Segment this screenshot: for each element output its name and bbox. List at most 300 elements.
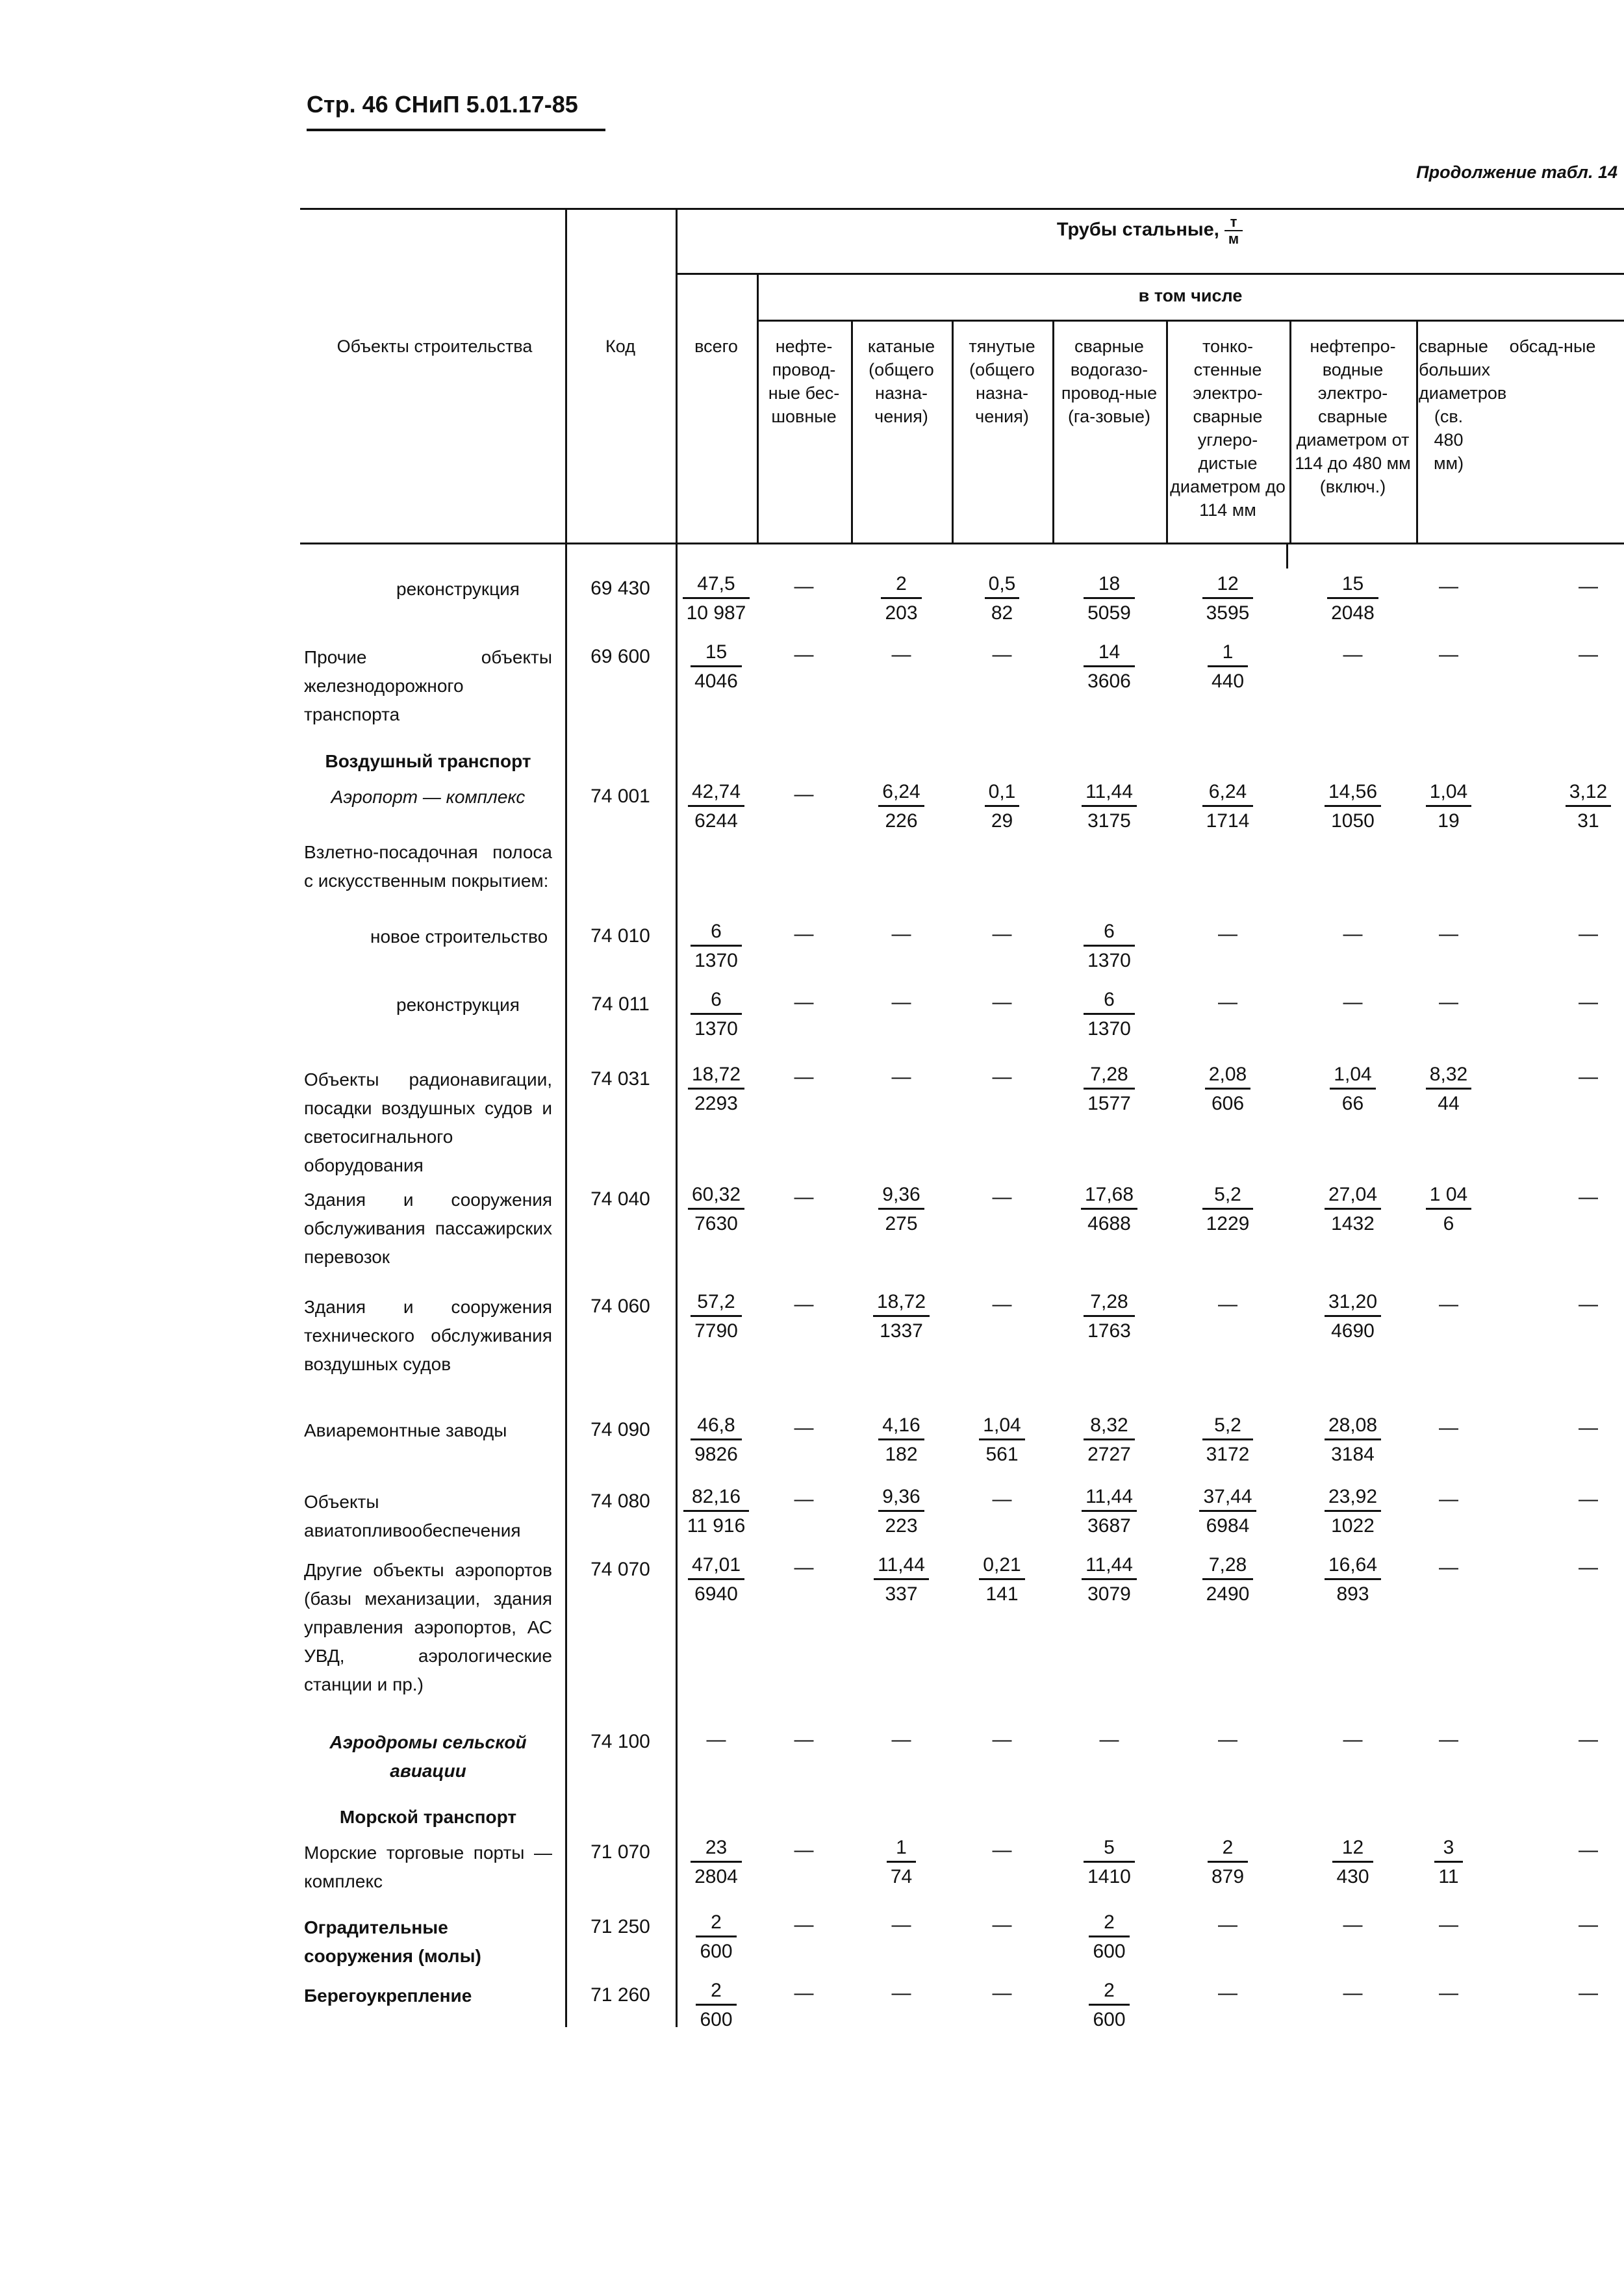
fraction-numerator: 2: [1208, 1835, 1248, 1863]
fraction-numerator: 6: [1084, 919, 1135, 947]
cell-fraction: [1325, 1484, 1381, 1540]
fraction-denominator: 600: [1093, 2009, 1126, 2030]
col-header-subcol: тонко-стенные электро-сварные углеро-дистые диаметром до 114 мм: [1170, 337, 1286, 520]
fraction-numerator: 14: [1084, 639, 1135, 667]
table-cell: [944, 987, 1061, 1018]
fraction-denominator: 223: [885, 1515, 918, 1537]
table-cell: [1530, 779, 1624, 836]
empty-cell-dash: —: [1439, 1417, 1458, 1438]
table-cell: [843, 571, 960, 628]
table-cell: [944, 919, 1061, 950]
group-header-steel-pipes: [676, 214, 1624, 247]
empty-cell-dash: —: [1099, 1729, 1119, 1750]
page-header: Стр. 46 СНиП 5.01.17-85: [307, 91, 578, 118]
empty-cell-dash: —: [794, 1557, 814, 1578]
cell-fraction: [1082, 1484, 1137, 1540]
row-label: реконструкция: [396, 579, 520, 599]
fraction-denominator: 3175: [1087, 810, 1131, 832]
fraction-numerator: 47,01: [688, 1552, 744, 1580]
fraction-numerator: 37,44: [1199, 1484, 1256, 1512]
fraction-denominator: 141: [985, 1583, 1019, 1605]
cell-fraction: [691, 919, 742, 975]
empty-cell-dash: —: [1579, 1729, 1598, 1750]
fraction-denominator: 600: [700, 2009, 733, 2030]
table-cell: [1051, 1412, 1168, 1469]
empty-cell-dash: —: [1579, 1066, 1598, 1088]
fraction-numerator: 7,28: [1202, 1552, 1254, 1580]
fraction-numerator: 9,36: [878, 1484, 924, 1512]
cell-fraction: [691, 987, 742, 1043]
col-header-subcol: катаные (общего назна-чения): [867, 337, 935, 426]
table-cell: [843, 779, 960, 836]
cell-fraction: [1082, 1552, 1137, 1609]
cell-fraction: [1426, 779, 1471, 836]
table-cell: [843, 987, 960, 1018]
cell-fraction: [1084, 1062, 1135, 1118]
row-code: 74 080: [590, 1490, 650, 1512]
row-label: Прочие объекты железнодорожного транспорта: [304, 647, 552, 724]
row-code: 74 010: [590, 925, 650, 947]
table-cell: [944, 639, 1061, 671]
col-header-subcol: сварные водогазо-провод-ные (га-зовые): [1061, 337, 1158, 426]
table-cell: [1390, 1835, 1507, 1891]
fraction-denominator: 4690: [1331, 1320, 1375, 1342]
fraction-numerator: 0,21: [979, 1552, 1024, 1580]
fraction-numerator: 18,72: [688, 1062, 744, 1090]
table-cell: [944, 1910, 1061, 1941]
fraction-denominator: 1370: [694, 950, 738, 971]
fraction-numerator: 18: [1084, 571, 1135, 599]
col-header-subcol: тянутые (общего назна-чения): [969, 337, 1035, 426]
fraction-denominator: 226: [885, 810, 918, 832]
cell-fraction: [691, 639, 742, 696]
empty-cell-dash: —: [1579, 923, 1598, 945]
table-cell: [1051, 1910, 1168, 1966]
fraction-numerator: 12: [1202, 571, 1254, 599]
row-label: новое строительство: [370, 926, 548, 947]
fraction-numerator: 11,44: [1082, 779, 1137, 807]
empty-cell-dash: —: [794, 1982, 814, 2004]
empty-cell-dash: —: [794, 576, 814, 597]
cell-fraction: [1208, 639, 1248, 696]
fraction-denominator: 1370: [1087, 950, 1131, 971]
fraction-numerator: 1: [887, 1835, 916, 1863]
col-header-code: Код: [605, 337, 635, 356]
empty-cell-dash: —: [1579, 1914, 1598, 1936]
empty-cell-dash: —: [891, 644, 911, 665]
table-cell: [843, 1412, 960, 1469]
cell-fraction: [691, 1835, 742, 1891]
fraction-denominator: 10 987: [686, 602, 746, 624]
table-cell: [1169, 987, 1286, 1018]
fraction-numerator: 31,20: [1325, 1289, 1381, 1317]
table-cell: [1169, 1484, 1286, 1540]
table-cell: [843, 1910, 960, 1941]
table-cell: [843, 1289, 960, 1346]
row-code: 71 260: [590, 1984, 650, 2006]
row-label: Аэродромы сельской авиации: [329, 1732, 527, 1781]
cell-fraction: [1199, 1484, 1256, 1540]
empty-cell-dash: —: [1218, 1914, 1237, 1936]
empty-cell-dash: —: [1579, 1839, 1598, 1861]
fraction-numerator: 15: [691, 639, 742, 667]
empty-cell-dash: —: [1439, 576, 1458, 597]
vrule-subcol: [1166, 320, 1168, 543]
row-label: Аэропорт — комплекс: [331, 787, 526, 807]
table-cell: [1390, 1484, 1507, 1515]
group-header-title: Трубы стальные,: [1056, 219, 1224, 240]
cell-fraction: [1084, 639, 1135, 696]
fraction-denominator: 1050: [1331, 810, 1375, 832]
empty-cell-dash: —: [794, 1417, 814, 1438]
empty-cell-dash: —: [992, 1294, 1012, 1315]
fraction-numerator: 4,16: [878, 1412, 924, 1440]
cell-fraction: [1084, 1412, 1135, 1469]
empty-cell-dash: —: [1439, 991, 1458, 1013]
empty-cell-dash: —: [794, 1294, 814, 1315]
cell-fraction: [1084, 919, 1135, 975]
empty-cell-dash: —: [1439, 1729, 1458, 1750]
empty-cell-dash: —: [1439, 644, 1458, 665]
table-cell: [1390, 1412, 1507, 1444]
row-label: Морской транспорт: [339, 1807, 517, 1827]
empty-cell-dash: —: [794, 1729, 814, 1750]
empty-cell-dash: —: [1218, 1294, 1237, 1315]
empty-cell-dash: —: [794, 644, 814, 665]
fraction-denominator: 11: [1438, 1866, 1459, 1887]
fraction-denominator: 1229: [1206, 1213, 1250, 1234]
fraction-numerator: 6: [691, 987, 742, 1015]
fraction-denominator: 1410: [1087, 1866, 1131, 1887]
fraction-numerator: 5,2: [1202, 1182, 1254, 1210]
fraction-numerator: 5,2: [1202, 1412, 1254, 1440]
fraction-denominator: 6940: [694, 1583, 738, 1605]
fraction-numerator: 12: [1332, 1835, 1373, 1863]
cell-fraction: [696, 1910, 736, 1966]
empty-cell-dash: —: [1218, 1729, 1237, 1750]
table-cell: [1390, 1182, 1507, 1238]
row-code: 74 011: [591, 993, 650, 1015]
fraction-numerator: 9,36: [878, 1182, 924, 1210]
fraction-numerator: 11,44: [1082, 1552, 1137, 1580]
table-cell: [1530, 1724, 1624, 1756]
col-header-subcol: обсад-ные: [1509, 337, 1596, 356]
table-cell: [843, 1062, 960, 1093]
fraction-numerator: 5: [1084, 1835, 1135, 1863]
vrule-subcol: [1416, 320, 1418, 543]
table-cell: [1530, 919, 1624, 950]
empty-cell-dash: —: [1579, 991, 1598, 1013]
table-cell: [1530, 1412, 1624, 1444]
table-cell: [843, 1552, 960, 1609]
fraction-denominator: 29: [991, 810, 1013, 832]
fraction-denominator: 11 916: [687, 1515, 746, 1537]
fraction-denominator: 1370: [694, 1018, 738, 1040]
empty-cell-dash: —: [794, 1488, 814, 1510]
fraction-denominator: 7790: [694, 1320, 738, 1342]
table-cell: [1169, 1552, 1286, 1609]
empty-cell-dash: —: [992, 1729, 1012, 1750]
row-label: Здания и сооружения обслуживания пассажирских перевозок: [304, 1190, 552, 1267]
cell-fraction: [1084, 1289, 1135, 1346]
header-bottom-rule: [300, 543, 1624, 544]
empty-cell-dash: —: [1579, 1982, 1598, 2004]
cell-fraction: [1084, 987, 1135, 1043]
fraction-denominator: 3595: [1206, 602, 1250, 624]
cell-fraction: [691, 1289, 742, 1346]
empty-cell-dash: —: [1439, 1557, 1458, 1578]
fraction-denominator: 1714: [1206, 810, 1250, 832]
fraction-denominator: 9826: [694, 1444, 738, 1465]
row-label: Берегоукрепление: [304, 1986, 472, 2006]
fraction-denominator: 4046: [694, 671, 738, 692]
fraction-numerator: 7,28: [1084, 1289, 1135, 1317]
col-header-subcol: нефтепро-водные электро-сварные диаметром от 114 до 480 мм (включ.): [1295, 337, 1411, 496]
cell-fraction: [1082, 779, 1137, 836]
row-label: Здания и сооружения технического обслуживания воздушных судов: [304, 1297, 552, 1374]
fraction-denominator: 182: [885, 1444, 918, 1465]
cell-fraction: [1202, 1412, 1254, 1469]
table-cell: [1390, 919, 1507, 950]
empty-cell-dash: —: [1218, 923, 1237, 945]
fraction-denominator: 5059: [1087, 602, 1131, 624]
fraction-denominator: 203: [885, 602, 918, 624]
table-cell: [1051, 571, 1168, 628]
fraction-numerator: 57,2: [691, 1289, 742, 1317]
table-continuation-note: Продолжение табл. 14: [1416, 162, 1618, 182]
cell-fraction: [688, 1182, 744, 1238]
table-cell: [1051, 1978, 1168, 2034]
fraction-numerator: 2: [1089, 1978, 1129, 2006]
table-cell: [1390, 639, 1507, 671]
table-cell: [1169, 1062, 1286, 1118]
table-cell: [1390, 1552, 1507, 1583]
cell-fraction: [985, 571, 1020, 628]
table-cell: [1051, 1062, 1168, 1118]
table-cell: [944, 1182, 1061, 1213]
fraction-denominator: 82: [991, 602, 1013, 624]
empty-cell-dash: —: [891, 1982, 911, 2004]
row-code: 69 600: [590, 646, 650, 667]
fraction-numerator: 14,56: [1325, 779, 1381, 807]
fraction-denominator: 1337: [880, 1320, 923, 1342]
table-cell: [1051, 1484, 1168, 1540]
cell-fraction: [1084, 1835, 1135, 1891]
cell-fraction: [1084, 571, 1135, 628]
fraction-numerator: 16,64: [1325, 1552, 1381, 1580]
table-cell: [1530, 1835, 1624, 1866]
table-cell: [944, 1289, 1061, 1320]
table-cell: [944, 1835, 1061, 1866]
row-code: 69 430: [590, 578, 650, 599]
fraction-numerator: 23: [691, 1835, 742, 1863]
table-cell: [944, 571, 1061, 628]
empty-cell-dash: —: [992, 1914, 1012, 1936]
row-code: 74 070: [590, 1559, 650, 1580]
table-cell: [843, 1182, 960, 1238]
empty-cell-dash: —: [1343, 1914, 1363, 1936]
fraction-denominator: 66: [1341, 1093, 1364, 1114]
empty-cell-dash: —: [1579, 644, 1598, 665]
table-cell: [1169, 1835, 1286, 1891]
fraction-denominator: 337: [885, 1583, 918, 1605]
table-cell: [944, 1978, 1061, 2009]
cell-fraction: [1202, 779, 1254, 836]
table-cell: [843, 1978, 960, 2009]
cell-fraction: [1325, 1552, 1381, 1609]
cell-fraction: [1330, 1062, 1375, 1118]
table-cell: [843, 1484, 960, 1540]
empty-cell-dash: —: [992, 1186, 1012, 1208]
cell-fraction: [691, 1412, 742, 1469]
fraction-numerator: 6,24: [1202, 779, 1254, 807]
table-cell: [843, 1835, 960, 1891]
fraction-denominator: 2048: [1331, 602, 1375, 624]
row-code: 71 070: [590, 1841, 650, 1863]
fraction-denominator: 606: [1211, 1093, 1245, 1114]
fraction-numerator: 3: [1434, 1835, 1462, 1863]
empty-cell-dash: —: [1343, 644, 1363, 665]
table-cell: [1051, 1724, 1168, 1756]
vrule-subcol: [1289, 320, 1291, 543]
cell-fraction: [1089, 1910, 1129, 1966]
fraction-numerator: 7,28: [1084, 1062, 1135, 1090]
table-cell: [1051, 1552, 1168, 1609]
cell-fraction: [881, 571, 921, 628]
table-cell: [1169, 1724, 1286, 1756]
table-cell: [944, 1412, 1061, 1469]
table-cell: [1390, 987, 1507, 1018]
cell-fraction: [873, 1289, 930, 1346]
empty-cell-dash: —: [1218, 991, 1237, 1013]
table-cell: [1169, 639, 1286, 696]
empty-cell-dash: —: [992, 923, 1012, 945]
cell-fraction: [874, 1552, 929, 1609]
cell-fraction: [878, 1182, 924, 1238]
fraction-numerator: 28,08: [1325, 1412, 1381, 1440]
fraction-numerator: 2: [881, 571, 921, 599]
empty-cell-dash: —: [1343, 991, 1363, 1013]
empty-cell-dash: —: [794, 1839, 814, 1861]
table-cell: [1530, 571, 1624, 602]
fraction-denominator: 2293: [694, 1093, 738, 1114]
vrule-subcol: [952, 320, 954, 543]
cell-fraction: [1202, 1552, 1254, 1609]
group-divider-rule: [676, 273, 1624, 275]
table-cell: [1169, 779, 1286, 836]
header-rule: [307, 129, 605, 131]
cell-fraction: [878, 1484, 924, 1540]
fraction-numerator: 6: [1084, 987, 1135, 1015]
unit-fraction: [1224, 214, 1243, 247]
vrule-body-mid: [1286, 543, 1288, 569]
row-label: Взлетно-посадочная полоса с искусственным покрытием:: [304, 842, 552, 891]
empty-cell-dash: —: [992, 644, 1012, 665]
fraction-numerator: 2: [696, 1978, 736, 2006]
table-cell: [843, 919, 960, 950]
empty-cell-dash: —: [992, 991, 1012, 1013]
fraction-numerator: 6: [691, 919, 742, 947]
row-code: 74 031: [590, 1068, 650, 1090]
fraction-denominator: 31: [1577, 810, 1599, 832]
table-cell: [1530, 1062, 1624, 1093]
fraction-denominator: 3172: [1206, 1444, 1250, 1465]
cell-fraction: [696, 1978, 736, 2034]
subgroup-divider-rule: [757, 320, 1624, 322]
table-cell: [1390, 1062, 1507, 1118]
fraction-numerator: 15: [1327, 571, 1378, 599]
table-cell: [1051, 779, 1168, 836]
fraction-denominator: 600: [700, 1941, 733, 1962]
cell-fraction: [1325, 1289, 1381, 1346]
table-cell: [843, 639, 960, 671]
table-cell: [1530, 1910, 1624, 1941]
empty-cell-dash: —: [992, 1982, 1012, 2004]
table-top-rule: [300, 208, 1624, 210]
cell-fraction: [1325, 779, 1381, 836]
cell-fraction: [878, 1412, 924, 1469]
row-label: Другие объекты аэропортов (базы механизации, здания управления аэропортов, АС УВД, аэрологические станции и пр.): [304, 1560, 552, 1694]
fraction-numerator: 47,5: [683, 571, 750, 599]
table-cell: [1390, 571, 1507, 602]
cell-fraction: [985, 779, 1020, 836]
empty-cell-dash: —: [1439, 1914, 1458, 1936]
empty-cell-dash: —: [794, 1914, 814, 1936]
table-cell: [1051, 639, 1168, 696]
fraction-numerator: 8,32: [1426, 1062, 1471, 1090]
table-cell: [944, 1062, 1061, 1093]
fraction-denominator: 4688: [1087, 1213, 1131, 1234]
fraction-denominator: 74: [890, 1866, 913, 1887]
cell-fraction: [979, 1552, 1024, 1609]
table-cell: [843, 1724, 960, 1756]
cell-fraction: [1426, 1182, 1471, 1238]
table-cell: [1530, 1552, 1624, 1583]
table-cell: [1390, 779, 1507, 836]
table-cell: [1390, 1289, 1507, 1320]
table-cell: [1390, 1724, 1507, 1756]
table-cell: [1530, 1182, 1624, 1213]
col-header-subcol: нефте-провод-ные бес-шовные: [768, 337, 840, 426]
table-cell: [944, 1552, 1061, 1609]
empty-cell-dash: —: [891, 1066, 911, 1088]
fraction-numerator: 1,04: [1330, 1062, 1375, 1090]
empty-cell-dash: —: [1218, 1982, 1237, 2004]
cell-fraction: [1566, 779, 1611, 836]
vrule-code-left: [565, 208, 567, 2027]
fraction-denominator: 1432: [1331, 1213, 1375, 1234]
empty-cell-dash: —: [706, 1729, 726, 1750]
fraction-numerator: 82,16: [683, 1484, 750, 1512]
table-cell: [944, 779, 1061, 836]
table-cell: [1530, 1978, 1624, 2009]
fraction-numerator: 17,68: [1081, 1182, 1137, 1210]
fraction-denominator: 893: [1336, 1583, 1369, 1605]
empty-cell-dash: —: [794, 1066, 814, 1088]
cell-fraction: [688, 1552, 744, 1609]
empty-cell-dash: —: [1439, 1982, 1458, 2004]
table-cell: [1390, 1910, 1507, 1941]
fraction-numerator: 23,92: [1325, 1484, 1381, 1512]
empty-cell-dash: —: [992, 1839, 1012, 1861]
row-label: Объекты радионавигации, посадки воздушных судов и светосигнального оборудования: [304, 1069, 552, 1175]
vrule-total-right: [757, 273, 759, 543]
fraction-denominator: 3687: [1087, 1515, 1131, 1537]
table-cell: [1169, 1182, 1286, 1238]
fraction-numerator: 0,1: [985, 779, 1020, 807]
fraction-denominator: 19: [1438, 810, 1460, 832]
empty-cell-dash: —: [1579, 1294, 1598, 1315]
